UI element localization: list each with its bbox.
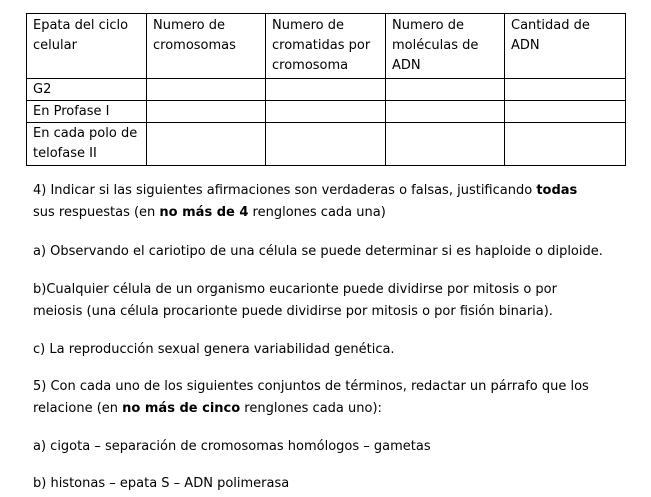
empty-cell bbox=[266, 79, 386, 101]
empty-cell bbox=[147, 123, 266, 166]
q4-bold-todas: todas bbox=[536, 183, 578, 198]
empty-cell bbox=[505, 123, 626, 166]
question-4a: a) Observando el cariotipo de una célula se puede determinar si es haploide o diploide. bbox=[33, 244, 603, 259]
header-cell: Numero de cromatidas por cromosoma bbox=[266, 14, 386, 79]
question-5a: a) cigota – separación de cromosomas homólogos – gametas bbox=[33, 439, 431, 454]
header-cell: Numero de moléculas de ADN bbox=[386, 14, 505, 79]
empty-cell bbox=[266, 123, 386, 166]
q5-text: renglones cada uno): bbox=[240, 401, 382, 416]
q4-bold-limit: no más de 4 bbox=[159, 205, 249, 220]
question-4 bbox=[33, 180, 633, 224]
q4b-line: b)Cualquier célula de un organismo eucarionte puede dividirse por mitosis o por bbox=[33, 282, 557, 297]
empty-cell bbox=[386, 101, 505, 123]
table-header-row bbox=[27, 14, 626, 79]
row-label: En cada polo de telofase II bbox=[27, 123, 147, 166]
q4-text: renglones cada una) bbox=[248, 205, 386, 220]
question-4b bbox=[33, 279, 633, 323]
header-cell: Numero de cromosomas bbox=[147, 14, 266, 79]
table-row bbox=[27, 79, 626, 101]
table-row bbox=[27, 101, 626, 123]
cell-cycle-table bbox=[26, 13, 626, 166]
empty-cell bbox=[505, 101, 626, 123]
empty-cell bbox=[147, 79, 266, 101]
q5-line: 5) Con cada uno de los siguientes conjuntos de términos, redactar un párrafo que los bbox=[33, 379, 589, 394]
row-label: En Profase I bbox=[27, 101, 147, 123]
empty-cell bbox=[147, 101, 266, 123]
q4-text: 4) Indicar si las siguientes afirmaciones son verdaderas o falsas, justificando bbox=[33, 183, 537, 198]
empty-cell bbox=[266, 101, 386, 123]
question-4c: c) La reproducción sexual genera variabilidad genética. bbox=[33, 342, 395, 357]
header-cell: Cantidad de ADN bbox=[505, 14, 626, 79]
row-label: G2 bbox=[27, 79, 147, 101]
header-cell: Epata del ciclo celular bbox=[27, 14, 147, 79]
q4-text: sus respuestas (en bbox=[33, 205, 160, 220]
q5-bold-limit: no más de cinco bbox=[122, 401, 241, 416]
q4b-line: meiosis (una célula procarionte puede dividirse por mitosis o por fisión binaria). bbox=[33, 304, 553, 319]
question-5b: b) histonas – epata S – ADN polimerasa bbox=[33, 476, 290, 491]
empty-cell bbox=[505, 79, 626, 101]
empty-cell bbox=[386, 123, 505, 166]
table-row bbox=[27, 123, 626, 166]
empty-cell bbox=[386, 79, 505, 101]
question-5 bbox=[33, 376, 633, 420]
q5-text: relacione (en bbox=[33, 401, 123, 416]
